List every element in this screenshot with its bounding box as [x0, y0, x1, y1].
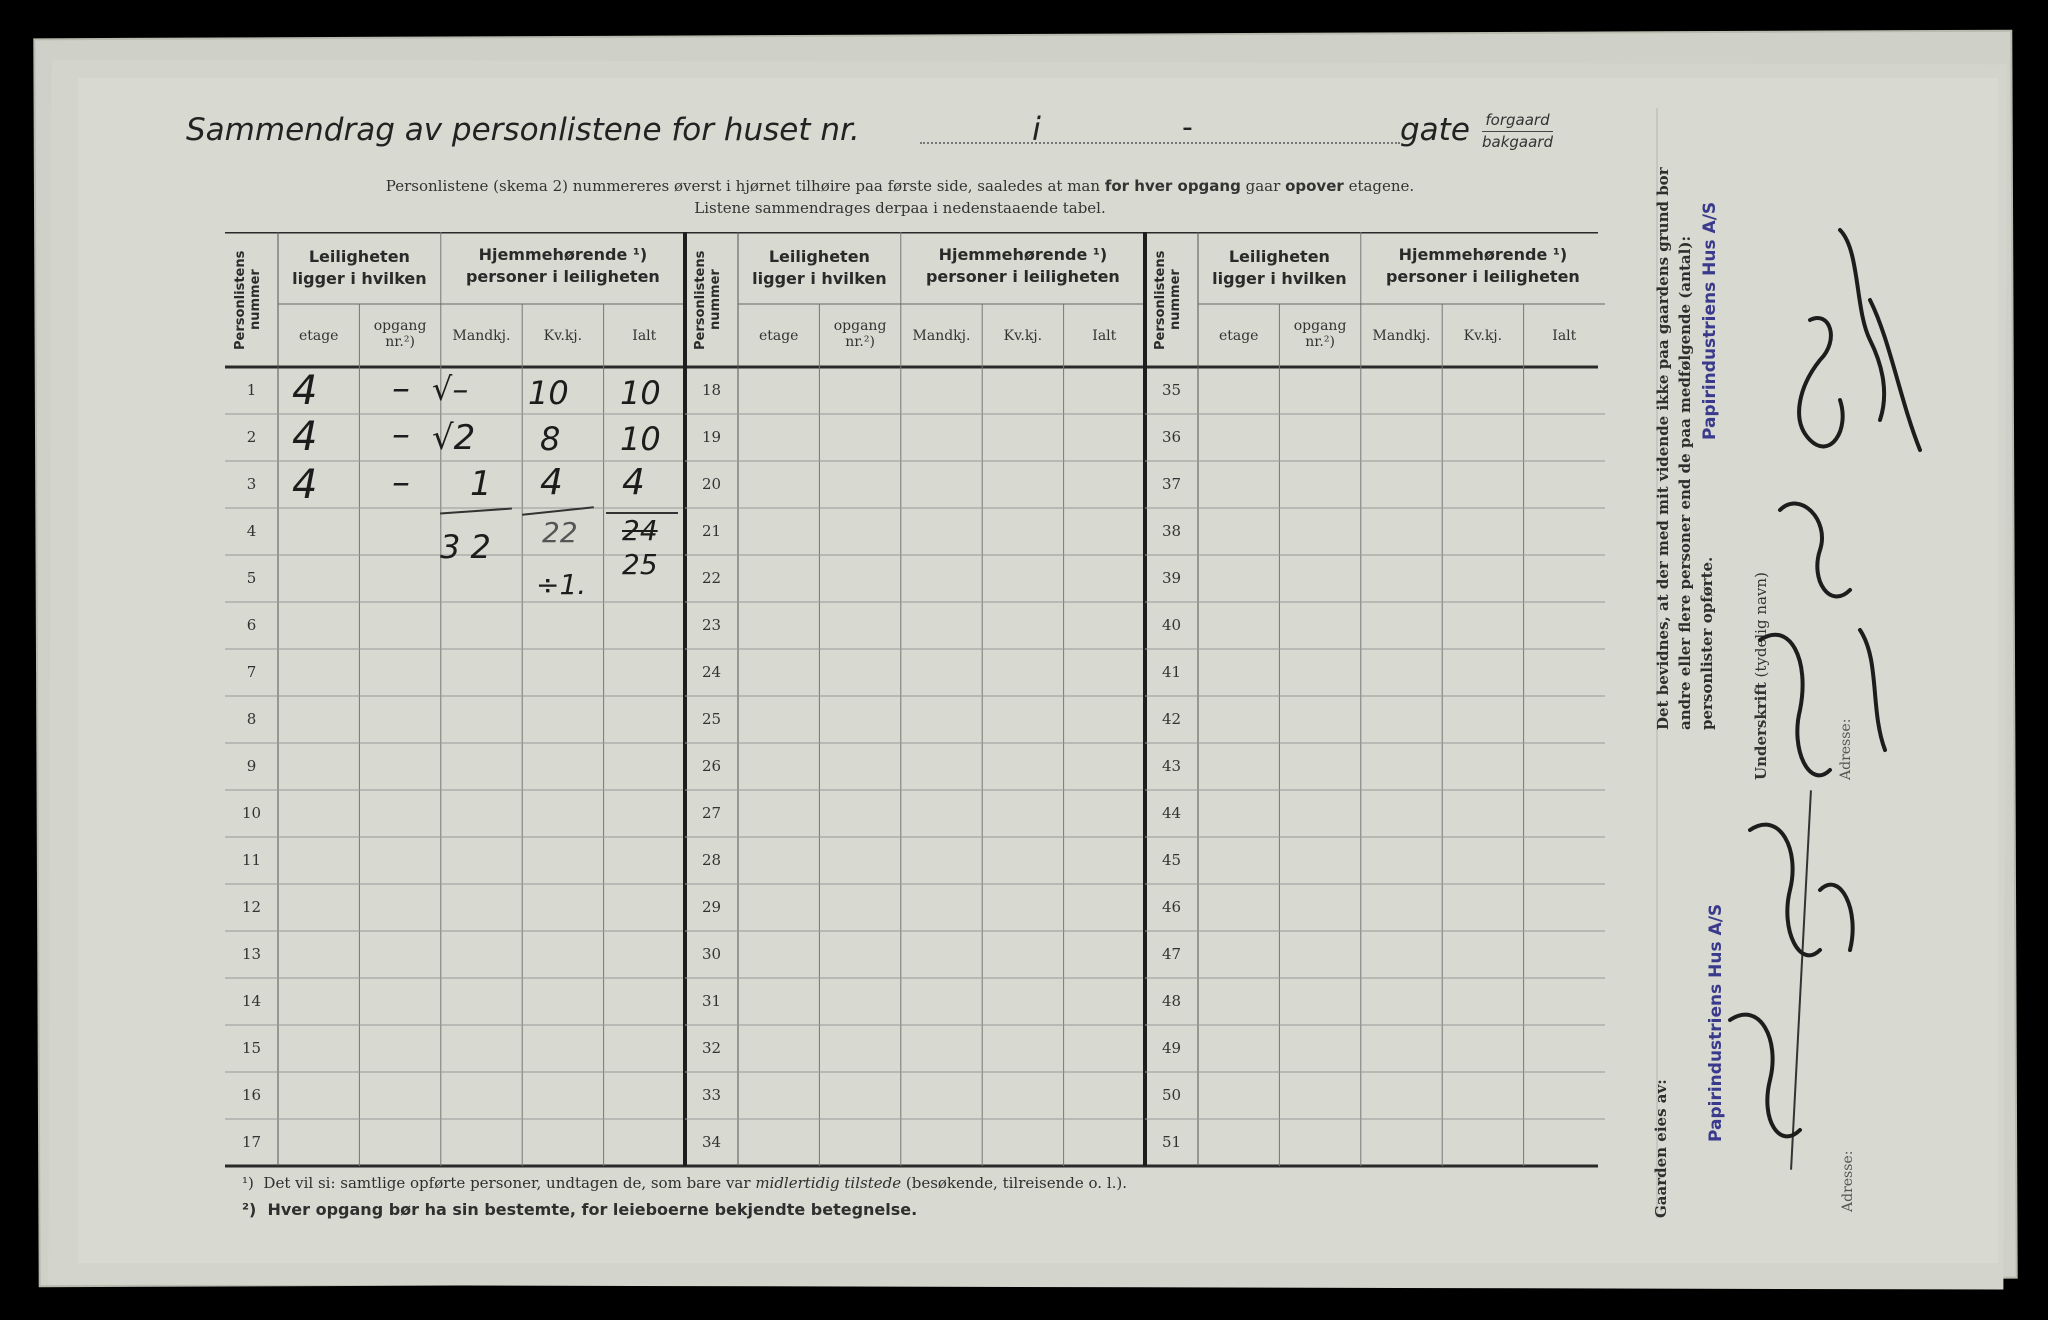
subheader-etage: etage	[1218, 328, 1259, 344]
entry-row1-etage: 4	[292, 368, 318, 414]
entry-row2-etage: 4	[292, 414, 318, 460]
row-number: 46	[1161, 898, 1182, 916]
footnote-1-end: (besøkende, tilreisende o. l.).	[905, 1174, 1128, 1192]
entry-row3-kvkj: 4	[540, 462, 563, 503]
entry-row2-ialt: 10	[620, 420, 661, 458]
underskrift-hint: (tydelig navn)	[1752, 572, 1770, 678]
header-personlistens-nummer: Personlistens nummer	[1153, 250, 1183, 350]
subheader-kvkj: Kv.kj.	[1463, 328, 1503, 344]
subheader-kvkj: Kv.kj.	[543, 328, 583, 344]
sum-ialt-struck: 24	[622, 514, 658, 547]
row-number: 13	[241, 945, 262, 963]
footnote-2-mark: ²)	[242, 1200, 257, 1219]
sum-ialt: 25	[622, 548, 658, 581]
intro-line1-e: etagene.	[1348, 177, 1415, 195]
subheader-mandkj: Mandkj.	[1372, 328, 1431, 344]
note-kvkj: ÷1.	[536, 568, 587, 601]
subheader-ialt: Ialt	[632, 328, 657, 344]
row-number: 9	[246, 757, 257, 775]
row-number: 34	[701, 1133, 722, 1151]
header-hjemmehorende: Hjemmehørende ¹) personer i leiligheten	[925, 245, 1120, 286]
subheader-ialt: Ialt	[1092, 328, 1117, 344]
row-number: 28	[701, 851, 722, 869]
sum-kvkj: 22	[542, 516, 578, 549]
row-number: 22	[701, 569, 722, 587]
entry-row1-mandkj: √–	[432, 370, 469, 408]
row-number: 14	[241, 992, 262, 1010]
subheader-mandkj: Mandkj.	[912, 328, 971, 344]
title-fill-line	[920, 142, 1400, 144]
subheader-opgang: opgang nr.²)	[1293, 318, 1347, 350]
row-number: 26	[701, 757, 722, 775]
intro-line1-b: for hver opgang	[1104, 177, 1241, 195]
entry-row2-kvkj: 8	[540, 420, 561, 458]
header-leiligheten: Leiligheten ligger i hvilken	[1212, 247, 1347, 288]
intro-line1-d: opover	[1285, 177, 1344, 195]
row-number: 15	[241, 1039, 262, 1057]
subheader-opgang: opgang nr.²)	[373, 318, 427, 350]
subheader-ialt: Ialt	[1552, 328, 1577, 344]
gate-label: gate	[1400, 112, 1470, 148]
row-number: 21	[701, 522, 722, 540]
entry-row3-etage: 4	[292, 462, 318, 508]
intro-text	[300, 175, 1500, 219]
row-number: 38	[1161, 522, 1182, 540]
row-number: 6	[246, 616, 257, 634]
gate-options	[1482, 110, 1553, 153]
row-number: 51	[1161, 1133, 1182, 1151]
footnote-2-text: Hver opgang bør ha sin bestemte, for leieboerne bekjendte betegnelse.	[267, 1200, 918, 1219]
row-number: 4	[246, 522, 257, 540]
row-number: 29	[701, 898, 722, 916]
row-number: 41	[1161, 663, 1182, 681]
subheader-etage: etage	[298, 328, 339, 344]
row-number: 49	[1161, 1039, 1182, 1057]
row-number: 31	[701, 992, 722, 1010]
header-hjemmehorende: Hjemmehørende ¹) personer i leiligheten	[1385, 245, 1580, 286]
entry-row1-ialt: 10	[620, 374, 661, 412]
sum-mandkj: 3 2	[440, 528, 491, 566]
underskrift-text: Underskrift	[1752, 682, 1770, 780]
adresse-label-top: Adresse:	[1838, 718, 1854, 780]
house-dash: -	[1182, 110, 1193, 145]
row-number: 43	[1161, 757, 1182, 775]
row-number: 39	[1161, 569, 1182, 587]
entry-row3-ialt: 4	[622, 462, 645, 503]
footnote-1-italic: midlertidig tilstede	[755, 1174, 902, 1192]
row-number: 23	[701, 616, 722, 634]
form-title: Sammendrag av personlistene for huset nr.	[186, 112, 860, 148]
row-number: 36	[1161, 428, 1182, 446]
row-number: 3	[246, 475, 257, 493]
row-number: 8	[246, 710, 257, 728]
subheader-etage: etage	[758, 328, 799, 344]
row-number: 5	[246, 569, 257, 587]
row-number: 16	[241, 1086, 262, 1104]
gate-option-bakgaard: bakgaard	[1482, 133, 1553, 151]
entry-row2-opgang: –	[392, 414, 410, 455]
subheader-opgang: opgang nr.²)	[833, 318, 887, 350]
adresse-label-bottom: Adresse:	[1840, 1150, 1856, 1212]
intro-line1-c: gaar	[1245, 177, 1281, 195]
row-number: 19	[701, 428, 722, 446]
stamp-owner: Papirindustriens Hus A/S	[1706, 903, 1726, 1142]
header-personlistens-nummer: Personlistens nummer	[693, 250, 723, 350]
row-number: 2	[246, 428, 257, 446]
row-number: 32	[701, 1039, 722, 1057]
header-leiligheten: Leiligheten ligger i hvilken	[292, 247, 427, 288]
row-number: 10	[241, 804, 262, 822]
subheader-mandkj: Mandkj.	[452, 328, 511, 344]
entry-row1-kvkj: 10	[528, 374, 569, 412]
footnote-1-text: Det vil si: samtlige opførte personer, undtagen de, som bare var	[263, 1174, 751, 1192]
handwritten-signatures	[1690, 190, 1930, 1190]
row-number: 37	[1161, 475, 1182, 493]
row-number: 1	[246, 381, 257, 399]
footnote-1	[242, 1174, 1127, 1192]
footnote-2	[242, 1200, 917, 1219]
row-number: 27	[701, 804, 722, 822]
header-leiligheten: Leiligheten ligger i hvilken	[752, 247, 887, 288]
entry-row1-opgang: –	[392, 368, 410, 409]
row-number: 35	[1161, 381, 1182, 399]
stamp-top: Papirindustriens Hus A/S	[1700, 201, 1720, 440]
row-number: 7	[246, 663, 257, 681]
certify-line-2: andre eller flere personer end de paa medfølgende (antal):	[1676, 236, 1694, 730]
header-personlistens-nummer: Personlistens nummer	[233, 250, 263, 350]
row-number: 42	[1161, 710, 1182, 728]
entry-row3-mandkj: 1	[470, 464, 492, 504]
row-number: 30	[701, 945, 722, 963]
row-number: 44	[1161, 804, 1182, 822]
gate-option-forgaard: forgaard	[1482, 110, 1553, 132]
certify-line-1: Det bevidnes, at der med mit vidende ikke paa gaardens grund bor	[1654, 167, 1672, 730]
intro-line2: Listene sammendrages derpaa i nedenstaaende tabel.	[694, 199, 1106, 217]
row-number: 11	[241, 851, 262, 869]
owner-label: Gaarden eies av:	[1652, 1079, 1670, 1218]
row-number: 33	[701, 1086, 722, 1104]
row-number: 20	[701, 475, 722, 493]
subheader-kvkj: Kv.kj.	[1003, 328, 1043, 344]
entry-row3-opgang: –	[392, 462, 410, 503]
row-number: 12	[241, 898, 262, 916]
row-number: 48	[1161, 992, 1182, 1010]
entry-row2-mandkj: √2	[432, 418, 476, 458]
header-hjemmehorende: Hjemmehørende ¹) personer i leiligheten	[465, 245, 660, 286]
row-number: 17	[241, 1133, 262, 1151]
intro-line1-a: Personlistene (skema 2) nummereres øverst i hjørnet tilhøire paa første side, saaledes at man	[385, 177, 1101, 195]
house-number: i	[1032, 110, 1041, 148]
row-number: 47	[1161, 945, 1182, 963]
row-number: 40	[1161, 616, 1182, 634]
row-number: 50	[1161, 1086, 1182, 1104]
row-number: 45	[1161, 851, 1182, 869]
footnote-1-mark: ¹)	[242, 1174, 254, 1192]
certify-line-3: personlister opførte.	[1698, 556, 1716, 730]
row-number: 24	[701, 663, 722, 681]
row-number: 25	[701, 710, 722, 728]
row-number: 18	[701, 381, 722, 399]
